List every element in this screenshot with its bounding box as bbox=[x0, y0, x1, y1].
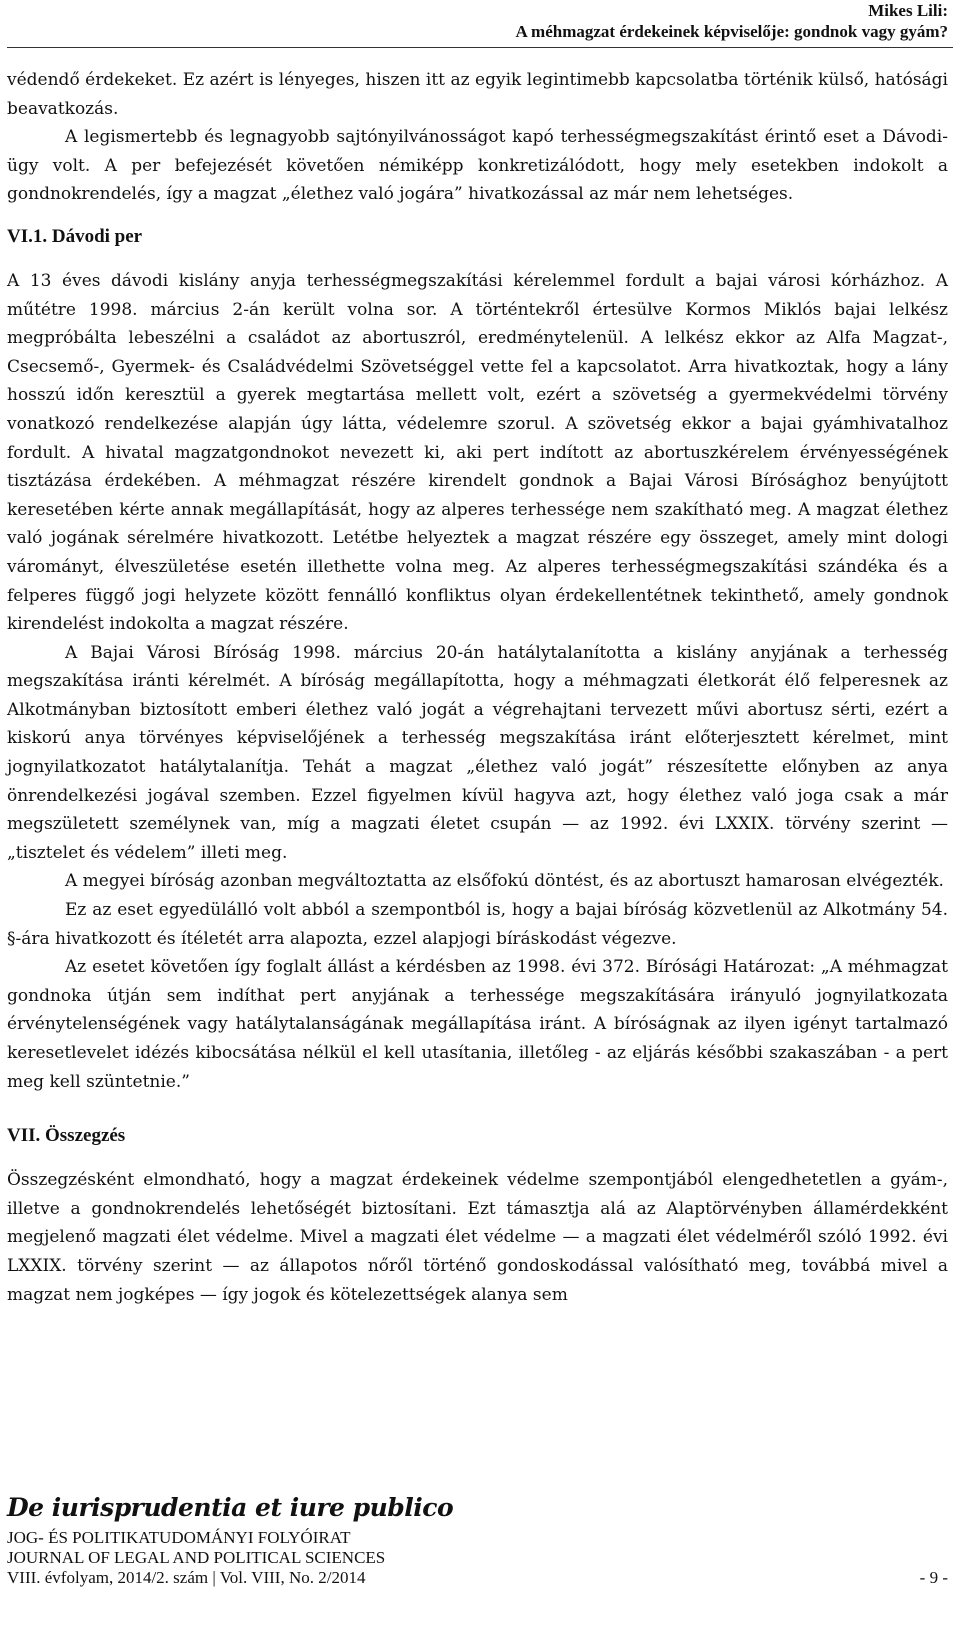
header-title: A méhmagzat érdekeinek képviselője: gondnok vagy gyám? bbox=[515, 22, 948, 41]
header-author: Mikes Lili: bbox=[868, 1, 948, 20]
journal-issue-line bbox=[7, 1568, 948, 1588]
paragraph: Az esetet követően így foglalt állást a kérdésben az 1998. évi 372. Bírósági Határozat: „A méhmagzat gondnoka útján sem indíthat pert anyjának a terhessége megszakítására irányuló jognyilatkozata érvénytelenségének vagy hatálytalanságának megállapítása iránt. A bíróságnak az ilyen igényt tartalmazó keresetlevelet idézés kibocsátása nélkül el kell utasítania, illetőleg - az eljárás későbbi szakaszában - a pert meg kell szüntetnie.” bbox=[7, 957, 948, 1092]
section-heading-davodi-per: VI.1. Dávodi per bbox=[7, 225, 143, 247]
journal-issue: VIII. évfolyam, 2014/2. szám | Vol. VIII, No. 2/2014 bbox=[7, 1568, 366, 1587]
paragraph: védendő érdekeket. Ez azért is lényeges, hiszen itt az egyik legintimebb kapcsolatba történik külső, hatósági beavatkozás. bbox=[7, 70, 948, 119]
paragraph: A 13 éves dávodi kislány anyja terhességmegszakítási kérelemmel fordult a bajai városi kórházhoz. A műtétre 1998. március 2-án került volna sor. A történtekről értesülve Kormos Miklós bajai lelkész megpróbálta lebeszélni a családot az abortuszról, eredménytelenül. A lelkész ekkor az Alfa Magzat-, Csecsemő-, Gyermek- és Családvédelmi Szövetséggel vette fel a kapcsolatot. Arra hivatkoztak, hogy a lány hosszú időn keresztül a gyerek megtartása mellett volt, ezért a szövetség a gyermekvédelmi törvény vonatkozó rendelkezése alapján úgy látta, védelemre szorul. A szövetség ekkor a bajai gyámhivatalhoz fordult. A hivatal magzatgondnokot nevezett ki, aki pert indított az abortuszkérelem érvényességének tisztázása érdekében. A méhmagzat részére kirendelt gondnok a Bajai Városi Bírósághoz benyújtott keresetében kérte annak megállapítását, hogy az alperes terhessége nem szakítható meg. A magzat élethez való jogának sérelmére hivatkozott. Letétbe helyeztek a magzat részére egy összeget, amely mint dologi várományt, élveszületése esetén illethette volna meg. Az alperes terhességmegszakítási szándéka és a felperes függő jogi helyzete között fennálló konfliktus olyan érdekellentétnek tekinthető, amely gondnok kirendelést indokolta a magzat részére. bbox=[7, 270, 948, 635]
section-heading-osszegzes: VII. Összegzés bbox=[7, 1125, 126, 1147]
article-body bbox=[7, 66, 948, 1309]
paragraph: Ez az eset egyedülálló volt abból a szempontból is, hogy a bajai bíróság közvetlenül az Alkotmány 54. §-ára hivatkozott és ítéletét arra alapozta, ezzel alapjogi bíráskodást végezve. bbox=[7, 900, 948, 949]
page-number: - 9 - bbox=[919, 1568, 948, 1587]
paragraph: A legismertebb és legnagyobb sajtónyilvánosságot kapó terhességmegszakítást érintő eset a Dávodi-ügy volt. A per befejezését követően némiképp konkretizálódott, hogy mely esetekben indokolt a gondnokrendelés, így a magzat „élethez való jogára” hivatkozással az már nem lehetséges. bbox=[7, 127, 948, 205]
paragraph: A megyei bíróság azonban megváltoztatta az elsőfokú döntést, és az abortuszt hamarosan elvégezték. bbox=[65, 871, 944, 892]
journal-footer bbox=[7, 1488, 948, 1588]
header-divider bbox=[7, 47, 953, 48]
paragraph: A Bajai Városi Bíróság 1998. március 20-án hatálytalanította a kislány anyjának a terhesség megszakítása iránti kérelmét. A bíróság megállapította, hogy a méhmagzati életkorát élő felperesnek az Alkotmányban biztosított emberi élethez való jogát a végrehajtani tervezett művi abortusz sérti, ezért a kiskorú anya törvényes képviselőjének a terhesség megszakítása iránt előterjesztett kérelmet, mint jognyilatkozatot hatálytalanítja. Tehát a magzat „élethez való jogát” részesítette előnyben az anya önrendelkezési jogával szemben. Ezzel figyelmen kívül hagyva azt, hogy élethez való joga csak a már megszületett személynek van, míg a magzati életet csupán — az 1992. évi LXXIX. törvény szerint — „tisztelet és védelem” illeti meg. bbox=[7, 642, 948, 863]
journal-logo: De iurisprudentia et iure publico bbox=[7, 1493, 454, 1522]
journal-name-en: JOURNAL OF LEGAL AND POLITICAL SCIENCES bbox=[7, 1548, 386, 1567]
paragraph: Összegzésként elmondható, hogy a magzat érdekeinek védelme szempontjából elengedhetetlen a gyám-, illetve a gondnokrendelés lehetőségét biztosítani. Ezt támasztja alá az Alaptörvényben államérdekként megjelenő magzati élet védelme. Mivel a magzati élet védelme — a magzati élet védelméről szóló 1992. évi LXXIX. törvény szerint — az állapotos nőről történő gondoskodással valósítható meg, továbbá mivel a magzat nem jogképes — így jogok és kötelezettségek alanya sem bbox=[7, 1170, 948, 1305]
journal-name-hu: JOG- ÉS POLITIKATUDOMÁNYI FOLYÓIRAT bbox=[7, 1528, 351, 1547]
